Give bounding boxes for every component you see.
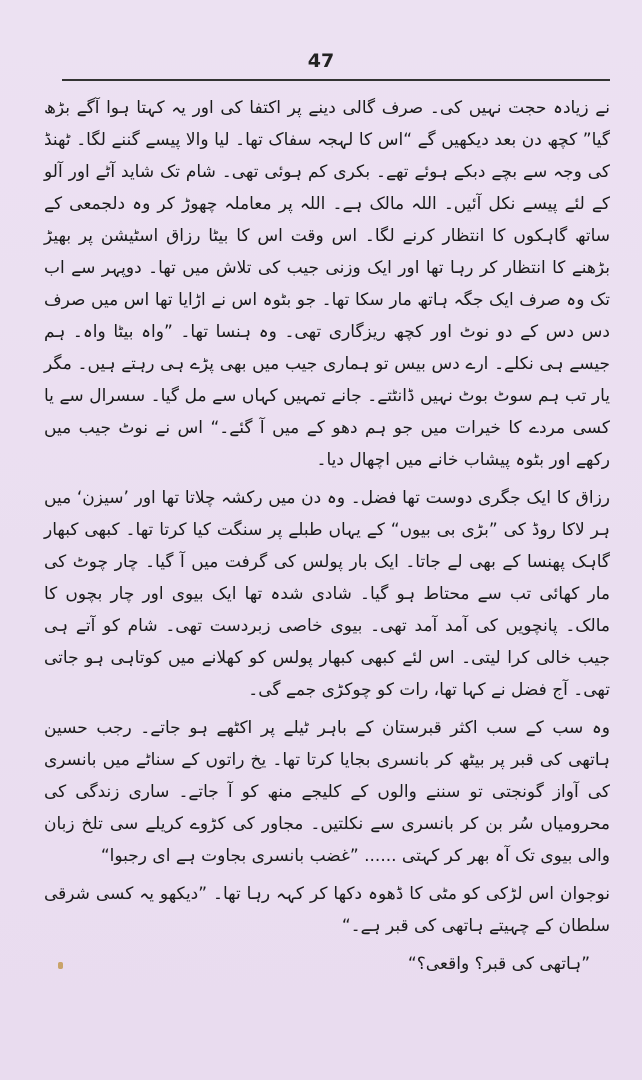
paragraph-1: نے زیادہ حجت نہیں کی۔ صرف گالی دینے پر اکتفا کی اور یہ کہتا ہوا آگے بڑھ گیا” کچھ دن بعد دیکھیں گے “اس کا لہجہ سفاک تھا۔ لیا والا پیسے گننے لگا۔ ٹھنڈ کی وجہ سے بچے دبکے ہوئے تھے۔ بکری کم ہوئی تھی۔ شام تک شاید آٹے اور آلو کے لئے پیسے نکل آئیں۔ اللہ مالک ہے۔ اللہ پر معاملہ چھوڑ کر وہ دلجمعی کے ساتھ گاہکوں کا انتظار کرنے لگا۔ اس وقت اس کا بیٹا رزاق اسٹیشن پر بھیڑ بڑھنے کا انتظار کر رہا تھا اور ایک وزنی جیب کی تلاش میں تھا۔ دوپہر سے اب تک وہ صرف ایک جگہ ہاتھ مار سکا تھا۔ جو بٹوہ اس نے اڑایا تھا اس میں صرف دس دس کے دو نوٹ اور کچھ ریزگاری تھی۔ وہ ہنسا تھا۔ ”واہ بیٹا واہ۔ ہم جیسے ہی نکلے۔ ارے دس بیس تو ہماری جیب میں بھی پڑے ہی رہتے ہیں۔ مگر یار تب ہم سوٹ بوٹ نہیں ڈانٹتے۔ جانے تمہیں کہاں سے مل گیا۔ سسرال سے یا کسی مردے کا خیرات میں جو ہم دھو کے میں آ گئے۔“ اس نے نوٹ جیب میں رکھے اور بٹوہ پیشاب خانے میں اچھال دیا۔ <box>44 98 610 470</box>
paper-speck <box>58 962 63 969</box>
page-body <box>44 92 610 986</box>
paragraph-4: نوجوان اس لڑکی کو مٹی کا ڈھوہ دکھا کر کہہ رہا تھا۔ ”دیکھو یہ کسی شرقی سلطان کے چہیتے ہاتھی کی قبر ہے۔“ <box>44 884 610 936</box>
paragraph-5: ”ہاتھی کی قبر؟ واقعی؟“ <box>407 954 590 974</box>
header-rule <box>62 79 610 81</box>
paragraph-3: وہ سب کے سب اکثر قبرستان کے باہر ٹیلے پر اکٹھے ہو جاتے۔ رجب حسین ہاتھی کی قبر پر بیٹھ کر بانسری بجایا کرتا تھا۔ یخ راتوں کے سناٹے میں بانسری کی آواز گونجتی تو سننے والوں کے کلیجے منھ کو آ جاتے۔ ساری زندگی کی محرومیاں سُر بن کر بانسری سے نکلتیں۔ مجاور کی کڑوے کریلے سی تلخ زبان والی بیوی تک آہ بھر کر کہتی ...... ”غضب بانسری بجاوت ہے ای رجبوا“ <box>44 718 610 866</box>
page-number: 47 <box>307 50 335 72</box>
paragraph-2: رزاق کا ایک جگری دوست تھا فضل۔ وہ دن میں رکشہ چلاتا تھا اور ’سیزن‘ میں ہر لاکا روڈ کی ”بڑی بی بیوں“ کے یہاں طبلے پر سنگت کیا کرتا تھا۔ کبھی کبھار گاہک پھنسا کے بھی لے جاتا۔ ایک بار پولس کی گرفت میں آ گیا۔ چار چوٹ کی مار کھائی تب سے محتاط ہو گیا۔ شادی شدہ تھا ایک بیوی اور چار بچوں کا مالک۔ پانچویں کی آمد آمد تھی۔ بیوی خاصی زبردست تھی۔ شام کو آتے ہی جیب خالی کرا لیتی۔ اس لئے کبھی کبھار پولس کو کھلانے میں کوتاہی ہو جاتی تھی۔ آج فضل نے کہا تھا، رات کو چوکڑی جمے گی۔ <box>44 488 610 700</box>
